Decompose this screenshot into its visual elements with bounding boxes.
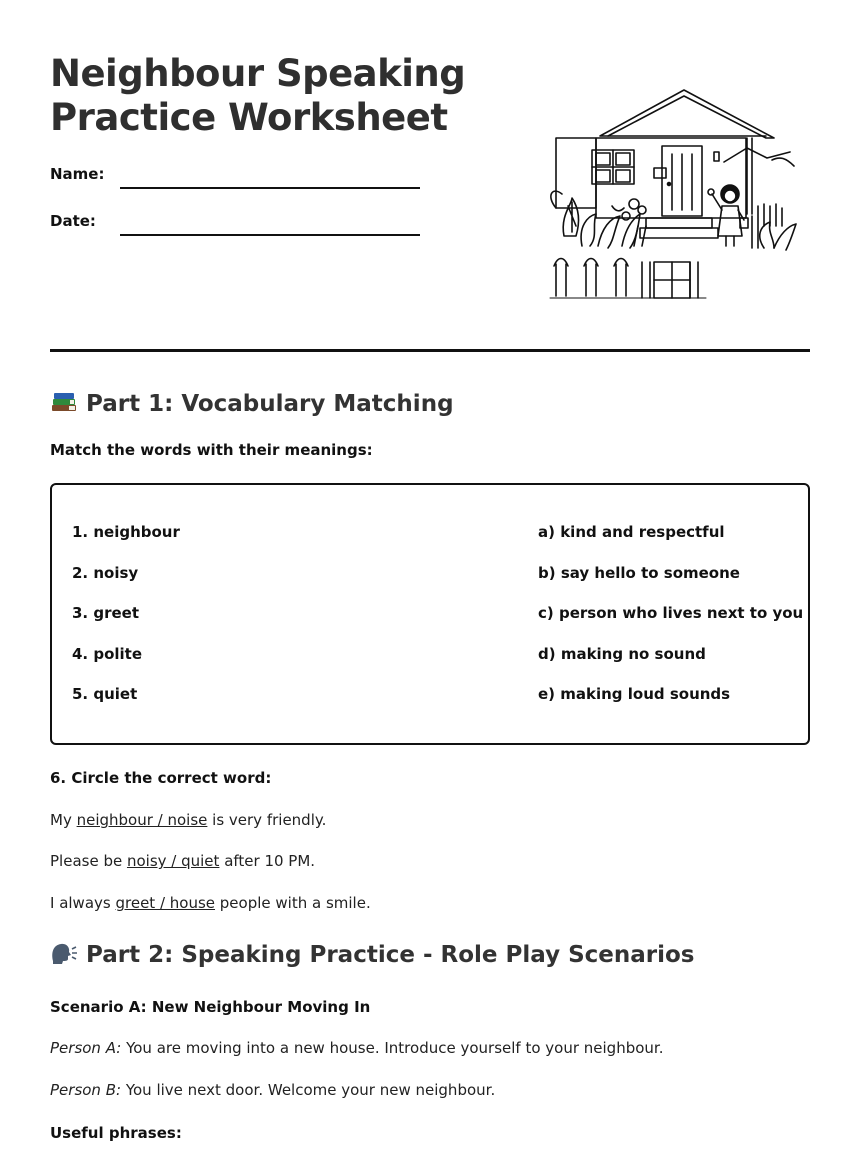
word-item: 4. polite (72, 644, 143, 663)
useful-phrases-heading: Useful phrases: (50, 1124, 182, 1142)
books-icon (50, 390, 78, 414)
person-b-label: Person B: (50, 1081, 122, 1099)
word-item: 1. neighbour (72, 523, 180, 541)
date-field (50, 212, 96, 230)
person-b-text: You live next door. Welcome your new neighbour. (121, 1081, 496, 1099)
house-illustration (542, 86, 802, 306)
meaning-item: b) say hello to someone (538, 563, 740, 582)
name-label: Name: (50, 165, 105, 183)
circle-sentence (50, 811, 326, 829)
word-item: 5. quiet (72, 685, 138, 703)
matching-instruction: Match the words with their meanings: (50, 441, 373, 459)
sentence-text: people with a smile. (215, 894, 371, 912)
part2-heading (50, 941, 694, 968)
section-divider (50, 349, 810, 352)
meaning-item: e) making loud sounds (538, 685, 731, 703)
sentence-text: is very friendly. (207, 811, 327, 829)
meaning-item: d) making no sound (538, 644, 706, 663)
meaning-item: c) person who lives next to you (538, 604, 804, 622)
worksheet-title (50, 52, 465, 140)
date-blank-line[interactable] (120, 234, 420, 236)
matching-box (50, 483, 810, 745)
title-line-2: Practice Worksheet (50, 96, 448, 139)
word-choice[interactable]: noisy / quiet (126, 852, 220, 870)
part2-heading-text: Part 2: Speaking Practice - Role Play Scenarios (86, 942, 695, 968)
scenario-a-title: Scenario A: New Neighbour Moving In (50, 998, 371, 1016)
person-a-line (50, 1039, 663, 1057)
words-column (72, 523, 180, 726)
meanings-column (538, 523, 803, 726)
circle-instruction: 6. Circle the correct word: (50, 769, 272, 787)
person-a-label: Person A: (50, 1039, 122, 1057)
part1-heading (50, 390, 454, 417)
date-label: Date: (50, 212, 96, 230)
word-item: 3. greet (72, 604, 140, 622)
circle-sentence (50, 852, 315, 870)
speaking-head-icon (50, 941, 78, 965)
sentence-text: Please be (50, 852, 127, 870)
person-b-line (50, 1081, 495, 1099)
word-choice[interactable]: neighbour / noise (76, 811, 208, 829)
person-a-text: You are moving into a new house. Introduce yourself to your neighbour. (121, 1039, 664, 1057)
sentence-text: My (50, 811, 77, 829)
worksheet-page (50, 0, 810, 1161)
sentence-text: I always (50, 894, 116, 912)
title-line-1: Neighbour Speaking (50, 52, 466, 95)
word-choice[interactable]: greet / house (115, 894, 216, 912)
sentence-text: after 10 PM. (219, 852, 316, 870)
word-item: 2. noisy (72, 563, 139, 582)
meaning-item: a) kind and respectful (538, 523, 725, 541)
name-field (50, 165, 104, 183)
part1-heading-text: Part 1: Vocabulary Matching (86, 391, 454, 417)
name-blank-line[interactable] (120, 187, 420, 189)
circle-sentence (50, 894, 371, 912)
